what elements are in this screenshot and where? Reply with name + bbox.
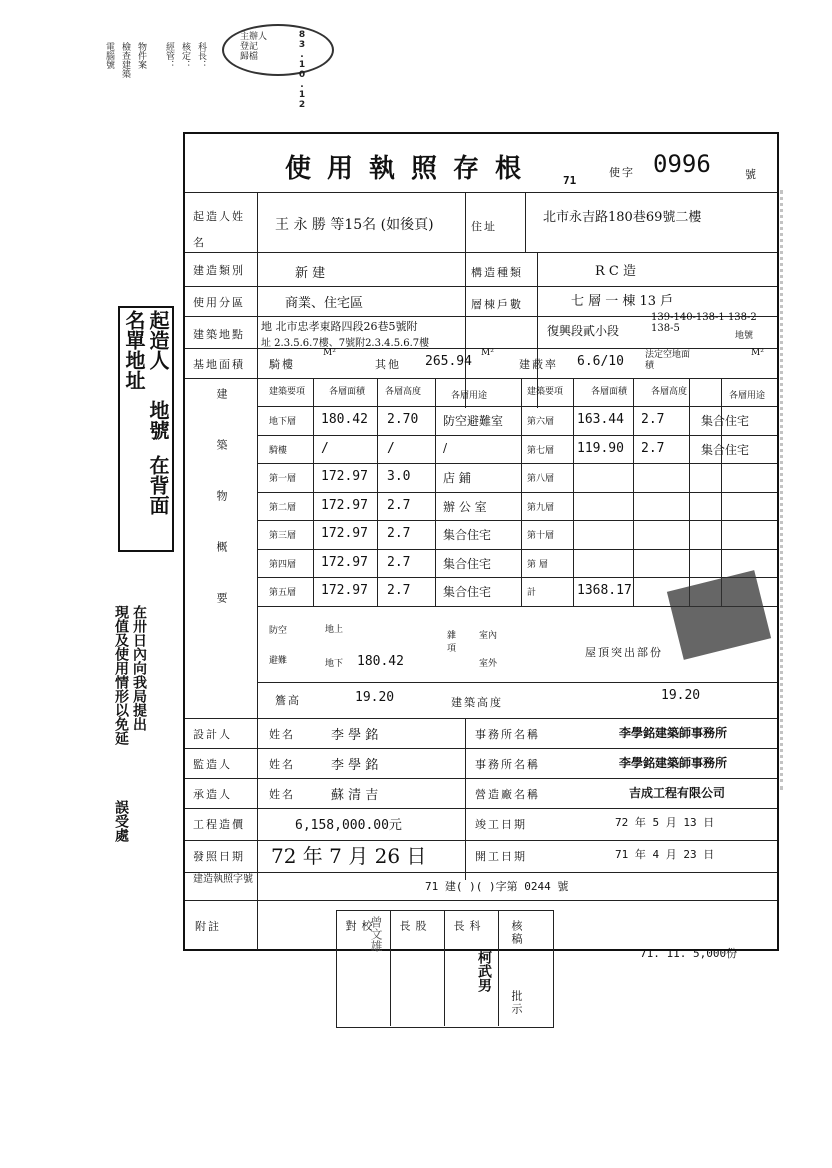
plot-district: 復興段貳小段 xyxy=(547,324,620,338)
floor-name-left: 第四層 xyxy=(269,559,297,570)
address-label: 住址 xyxy=(471,220,497,233)
floor-name-right: 第九層 xyxy=(527,502,555,513)
plot-label: 地號 xyxy=(735,331,754,341)
floor-name-left: 第二層 xyxy=(269,502,297,513)
floor-use-right: 集合住宅 xyxy=(701,442,750,457)
floor-height-left: 2.7 xyxy=(387,526,411,541)
approval-signature-1: 曾文雄 xyxy=(369,916,383,952)
approval-decision: 批示 xyxy=(510,990,523,1016)
floors-value: 七 層 一 棟 13 戶 xyxy=(571,294,674,309)
floor-use-left: 集合住宅 xyxy=(443,556,492,571)
contractor-name: 蘇 清 吉 xyxy=(331,788,379,803)
top-stamp-circle xyxy=(222,24,334,76)
col-header-item-r: 建築要項 xyxy=(527,387,564,397)
eave-label: 簷高 xyxy=(275,694,301,707)
cost-value: 6,158,000.00元 xyxy=(295,818,402,833)
col-header-use: 各層用途 xyxy=(451,391,488,401)
contractor-company: 吉成工程有限公司 xyxy=(629,786,726,800)
floor-name-right: 第七層 xyxy=(527,445,555,456)
col-header-height: 各層高度 xyxy=(385,387,422,397)
designer-office: 李學銘建築師事務所 xyxy=(619,726,728,740)
floor-area-left: / xyxy=(321,440,329,456)
approval-review: 核稿 xyxy=(510,920,523,946)
bldg-height-label: 建築高度 xyxy=(451,696,503,709)
start-label: 開工日期 xyxy=(475,850,527,863)
location-line1: 地 北市忠孝東路四段26巷5號附 xyxy=(261,320,418,333)
misc-label: 雜項 xyxy=(447,631,457,654)
approval-division-chief: 科長 xyxy=(452,920,481,981)
floor-name-left: 第三層 xyxy=(269,531,297,541)
permit-value: 71 建( )( )字第 0244 號 xyxy=(425,880,569,893)
issue-label: 發照日期 xyxy=(193,850,245,863)
base-arcade-label: 騎樓 xyxy=(269,358,295,371)
floor-area-left: 172.97 xyxy=(321,526,368,541)
zone-value: 商業、住宅區 xyxy=(285,296,364,311)
top-stamp-mid-2: 核定： xyxy=(180,42,190,69)
base-arcade-unit: M² xyxy=(323,348,336,358)
roof-label: 屋頂突出部份 xyxy=(585,646,663,659)
finish-label: 竣工日期 xyxy=(475,818,527,831)
finish-value: 72 年 5 月 13 日 xyxy=(615,816,715,829)
floor-use-left: 集合住宅 xyxy=(443,585,492,599)
zone-label: 使用分區 xyxy=(193,296,245,309)
shelter-label: 防空避難 xyxy=(269,626,288,666)
designer-name-label: 姓名 xyxy=(269,728,295,741)
floor-area-left: 172.97 xyxy=(321,554,368,570)
bldg-height-value: 19.20 xyxy=(661,688,701,703)
top-stamp-left-2: 檢查建築 xyxy=(120,42,130,78)
coverage-value: 6.6/10 xyxy=(577,354,624,369)
designer-label: 設計人 xyxy=(193,728,232,741)
top-stamp-circle-text: 主辦人 登記 歸檔 xyxy=(240,32,268,62)
shelter-above: 地上 xyxy=(325,625,344,635)
structure-value: R C 造 xyxy=(595,264,636,279)
floor-use-left: 防空避難室 xyxy=(443,414,504,428)
shelter-below-value: 180.42 xyxy=(357,654,404,669)
approval-checker: 校對 xyxy=(344,920,373,981)
start-value: 71 年 4 月 23 日 xyxy=(615,848,715,861)
floor-name-right: 第六層 xyxy=(527,417,555,427)
floor-name-right: 第八層 xyxy=(527,474,555,484)
left-note-col-2: 名單地址 xyxy=(122,310,146,390)
location-label: 建築地點 xyxy=(193,328,245,341)
top-stamp-left: 電腦號 xyxy=(104,42,114,69)
base-other-label: 其他 xyxy=(375,358,401,371)
location-line2: 址 2.3.5.6.7樓、7號附2.3.4.5.6.7樓 xyxy=(261,338,430,349)
left-side-note-2: 現值及使用情形以免延 xyxy=(113,605,129,745)
issue-value: 72 年 7 月 26 日 xyxy=(271,844,427,868)
floor-use-right: 集合住宅 xyxy=(701,414,750,428)
designer-name: 李 學 銘 xyxy=(331,728,379,743)
floor-area-left: 172.97 xyxy=(321,469,368,484)
builder-label: 起造人姓名 xyxy=(193,210,245,249)
col-header-height-r: 各層高度 xyxy=(651,387,688,397)
contractor-company-label: 營造廠名稱 xyxy=(475,788,540,801)
floor-use-left: 店 鋪 xyxy=(443,471,471,485)
supervisor-office-label: 事務所名稱 xyxy=(475,758,540,771)
shelter-below: 地下 xyxy=(325,659,344,669)
floor-area-right: 119.90 xyxy=(577,440,624,456)
col-header-use-r: 各層用途 xyxy=(729,391,766,401)
supervisor-office: 李學銘建築師事務所 xyxy=(619,756,728,770)
floor-name-left: 第一層 xyxy=(269,474,297,484)
eave-value: 19.20 xyxy=(355,690,395,705)
top-stamp-mid-3: 科長： xyxy=(196,42,206,69)
supervisor-name: 李 學 銘 xyxy=(331,758,379,773)
base-other-value: 265.94 xyxy=(425,354,472,369)
structure-label: 構造種類 xyxy=(471,266,523,279)
col-header-area: 各層面積 xyxy=(329,387,366,397)
misc-in: 室內 xyxy=(479,631,498,641)
floor-area-right: 163.44 xyxy=(577,412,624,427)
designer-office-label: 事務所名稱 xyxy=(475,728,540,741)
top-stamp-date: 83.10.12 xyxy=(297,30,307,110)
number-label: 使字 xyxy=(609,166,635,179)
floor-name-left: 騎樓 xyxy=(269,445,288,456)
left-side-note-3: 誤受處 xyxy=(113,800,129,842)
misc-out: 室外 xyxy=(479,659,498,669)
address-value: 北市永吉路180巷69號二樓 xyxy=(543,210,702,225)
floor-height-left: 2.70 xyxy=(387,412,419,427)
left-note-col-1: 起造人 xyxy=(146,310,170,370)
base-other-unit: M² xyxy=(481,348,494,358)
print-note: 71. 11. 5,000份 xyxy=(640,947,738,960)
floor-name-left: 第五層 xyxy=(269,588,297,598)
left-side-note-1: 在卅日內向我局提出 xyxy=(131,605,147,731)
floor-name-right: 第 層 xyxy=(527,559,548,570)
approval-section-chief: 股長 xyxy=(398,920,427,981)
permit-form xyxy=(183,132,779,951)
floor-name-right: 計 xyxy=(527,588,537,598)
floor-area-left: 172.97 xyxy=(321,497,368,513)
floor-height-left: 3.0 xyxy=(387,469,411,484)
floor-name-right: 第十層 xyxy=(527,531,555,541)
floor-use-left: 辦 公 室 xyxy=(443,499,487,514)
col-header-item: 建築要項 xyxy=(269,387,306,397)
permit-number: 0996 xyxy=(653,150,711,178)
year-prefix: 71 xyxy=(563,174,577,187)
floor-height-right: 2.7 xyxy=(641,440,665,456)
supervisor-name-label: 姓名 xyxy=(269,758,295,771)
floor-area-right: 1368.17 xyxy=(577,583,632,598)
floor-height-left: / xyxy=(387,440,395,456)
floor-height-left: 2.7 xyxy=(387,554,411,570)
number-suffix: 號 xyxy=(745,168,758,181)
build-type-value: 新 建 xyxy=(295,266,326,281)
floor-use-left: / xyxy=(443,440,448,455)
permit-label: 建造執照字號 xyxy=(193,874,253,885)
form-title: 使用執照存根 xyxy=(285,154,538,184)
summary-vertical-label: 建築物概要 xyxy=(215,388,228,643)
build-type-label: 建造類別 xyxy=(193,264,245,277)
approval-signature-2: 柯武男 xyxy=(476,950,492,992)
top-stamp-mid-1: 經管： xyxy=(164,42,174,69)
supervisor-label: 監造人 xyxy=(193,758,232,771)
builder-value: 王 永 勝 等15名 (如後頁) xyxy=(275,217,434,233)
remarks-label: 附註 xyxy=(195,920,221,933)
contractor-name-label: 姓名 xyxy=(269,788,295,801)
floor-height-left: 2.7 xyxy=(387,583,411,598)
floor-name-left: 地下層 xyxy=(269,417,297,427)
contractor-label: 承造人 xyxy=(193,788,232,801)
floor-use-left: 集合住宅 xyxy=(443,528,492,542)
floor-area-left: 172.97 xyxy=(321,583,368,598)
floor-area-left: 180.42 xyxy=(321,412,368,427)
right-margin-smudge xyxy=(780,190,813,790)
base-area-label: 基地面積 xyxy=(193,358,245,371)
left-note-col-4: 在背面 xyxy=(146,455,170,515)
legal-open-unit: M² xyxy=(751,348,764,358)
top-stamp-left-3: 物件案 xyxy=(136,42,146,69)
plot-numbers: 139-140-138-1 138-2 138-5 xyxy=(651,312,757,334)
floor-height-left: 2.7 xyxy=(387,497,411,513)
col-header-area-r: 各層面積 xyxy=(591,387,628,397)
left-note-col-3: 地號 xyxy=(146,400,170,440)
cost-label: 工程造價 xyxy=(193,818,245,831)
floor-height-right: 2.7 xyxy=(641,412,665,427)
coverage-label: 建蔽率 xyxy=(519,358,558,371)
legal-open-label: 法定空地面積 xyxy=(645,350,691,371)
floors-label: 層棟戶數 xyxy=(471,298,523,311)
